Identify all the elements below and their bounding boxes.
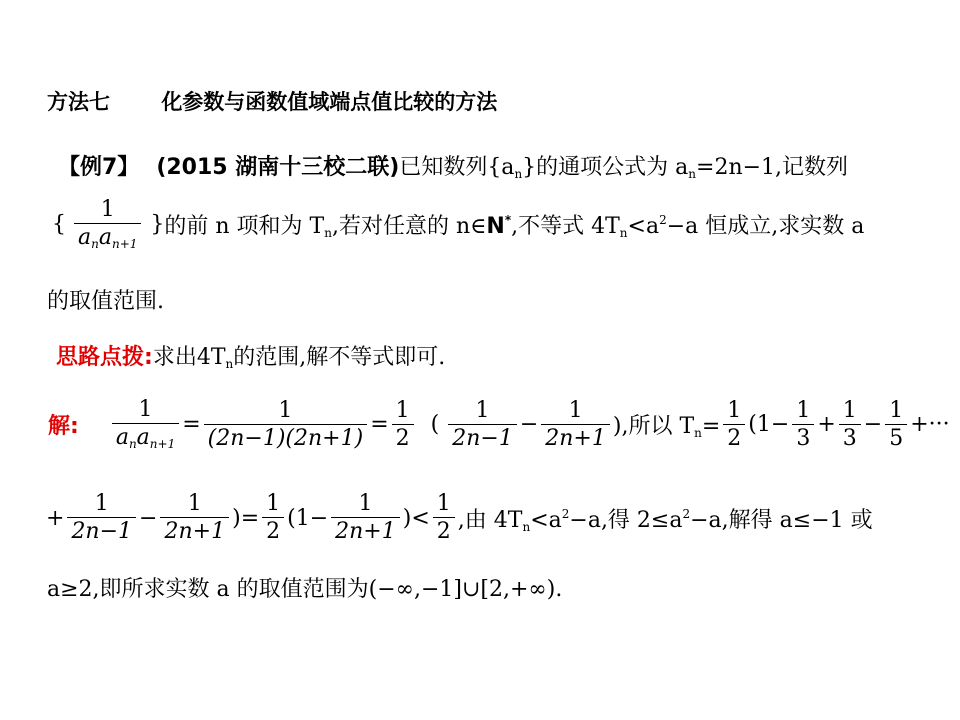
brace: } (150, 212, 165, 238)
fraction: $\frac{1}{5}$ (885, 399, 907, 451)
fraction: $\frac{1}{2n-1}$ (67, 492, 136, 544)
fraction: $\frac{1}{3}$ (839, 399, 861, 451)
example-tag: 【例7】 (58, 155, 140, 180)
solution-line-2 (46, 492, 873, 544)
fraction-numerator: 1 (100, 197, 115, 222)
example-text: 的取值范围. (47, 289, 164, 314)
solution-text: ,由 $4T_n<a^2-a$,得 $2\le a^2-a$,解得 a≤−1 或 (457, 506, 873, 534)
example-line-3 (47, 284, 164, 315)
plus: + (46, 505, 65, 531)
solution-text: (1− (748, 412, 790, 438)
fraction: $\frac{1}{3}$ (792, 399, 814, 451)
less-than: < (411, 505, 430, 531)
fraction: $\frac{1}{2n+1}$ (160, 492, 229, 544)
minus: − (139, 505, 158, 531)
paren: ) (232, 505, 241, 531)
solution-line-1 (48, 398, 950, 451)
fraction-denominator: $a_na_{n+1}$ (74, 223, 141, 251)
fraction: $\frac{1}{2}$ (723, 399, 745, 451)
paren: ) (402, 505, 412, 531)
ellipsis: +··· (910, 412, 950, 438)
example-text: 的前 n 项和为 $T_n$,若对任意的 n∈N*,不等式 $4T_n<a^2-a$ 恒成立,求实数 a (164, 213, 865, 241)
minus: − (863, 412, 883, 438)
fraction: $\frac{1}{2}$ (433, 492, 455, 544)
equals: = (182, 412, 201, 438)
example-line-2 (52, 198, 864, 251)
paren: ( (430, 412, 440, 438)
hint-line (56, 340, 445, 371)
fraction: $\frac{1}{2}$ (262, 492, 284, 544)
equals: = (240, 505, 260, 531)
solution-text: ),所以 $T_n=$ (612, 414, 721, 441)
solution-conclusion: a≥2,即所求实数 a 的取值范围为(−∞,−1]∪[2,+∞). (47, 577, 563, 602)
method-title: 化参数与函数值域端点值比较的方法 (161, 90, 498, 114)
hint-text: 求出$4T_n$的范围,解不等式即可. (152, 345, 446, 371)
example-text: =2n−1,记数列 (696, 155, 849, 180)
example-line-1 (58, 150, 848, 181)
hint-colon: : (144, 345, 153, 370)
hint-label: 思路点拨 (56, 345, 145, 370)
fraction (74, 198, 141, 251)
brace: { (52, 212, 66, 238)
example-text: }的通项公式为 a (522, 155, 689, 180)
method-heading (47, 86, 497, 116)
solution-line-3 (47, 572, 562, 603)
fraction: $\frac{1}{2}$ (392, 399, 414, 451)
fraction: $\frac{1}{2n+1}$ (331, 492, 400, 544)
equals: = (370, 412, 389, 438)
subscript: n (688, 167, 697, 181)
solution-label: 解: (48, 414, 79, 440)
fraction: $\frac{1}{2n-1}$ (448, 399, 517, 451)
method-number: 方法七 (47, 90, 110, 114)
fraction: $\frac{1}{a_na_{n+1}}$ (112, 398, 179, 451)
example-source: (2015 湖南十三校二联) (156, 155, 400, 180)
plus: + (817, 412, 836, 438)
subscript: n (514, 167, 523, 181)
solution-text: (1− (287, 505, 329, 531)
fraction: $\frac{1}{(2n-1)(2n+1)}$ (204, 399, 368, 451)
minus: − (519, 412, 539, 438)
fraction: $\frac{1}{2n+1}$ (541, 399, 610, 451)
example-text: 已知数列{a (399, 155, 515, 180)
